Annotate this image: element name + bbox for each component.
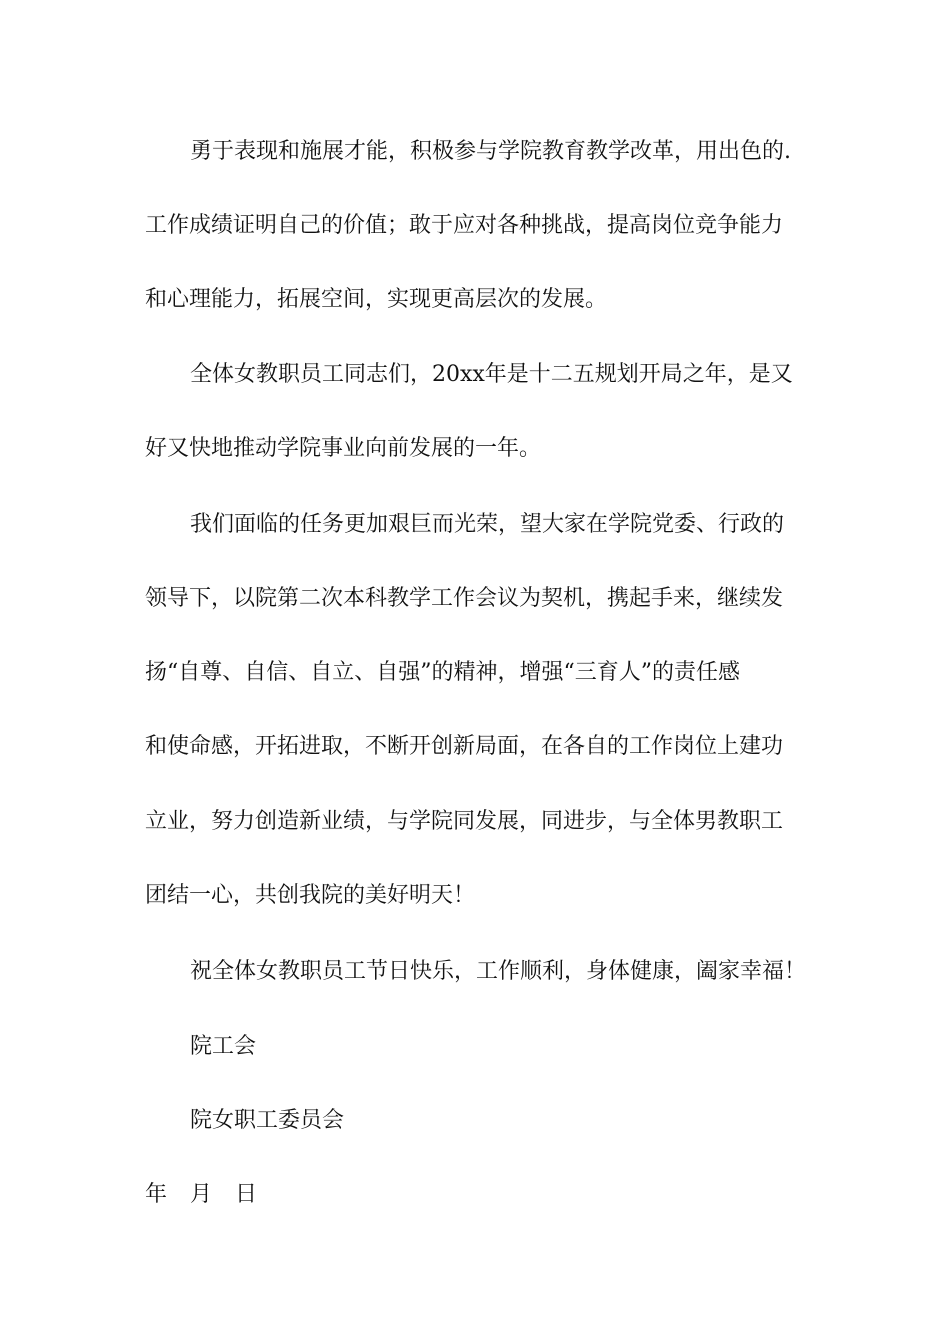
greeting-line: 祝全体女教职员工节日快乐，工作顺利，身体健康，阖家幸福！ xyxy=(190,959,807,984)
paragraph-line: 全体女教职员工同志们，20xx年是十二五规划开局之年，是又 xyxy=(190,362,793,387)
paragraph-line: 立业，努力创造新业绩，与学院同发展，同进步，与全体男教职工 xyxy=(145,809,784,834)
paragraph-line: 团结一心，共创我院的美好明天！ xyxy=(145,883,476,908)
date-month: 月 xyxy=(190,1182,213,1207)
paragraph-line: 工作成绩证明自己的价值；敢于应对各种挑战，提高岗位竞争能力 xyxy=(145,213,784,238)
signature-women-committee: 院女职工委员会 xyxy=(190,1108,345,1133)
date-year: 年 xyxy=(145,1182,168,1207)
date-day: 日 xyxy=(235,1182,258,1207)
paragraph-line: 和使命感，开拓进取，不断开创新局面，在各自的工作岗位上建功 xyxy=(145,734,784,759)
paragraph-line: 好又快地推动学院事业向前发展的一年。 xyxy=(145,436,542,461)
signature-union: 院工会 xyxy=(190,1034,257,1059)
paragraph-line: 扬“自尊、自信、自立、自强”的精神，增强“三育人”的责任感 xyxy=(145,660,740,685)
paragraph-line: 勇于表现和施展才能，积极参与学院教育教学改革，用出色的. xyxy=(190,139,791,164)
paragraph-line: 我们面临的任务更加艰巨而光荣，望大家在学院党委、行政的 xyxy=(190,512,785,537)
paragraph-line: 领导下，以院第二次本科教学工作会议为契机，携起手来，继续发 xyxy=(145,586,784,611)
date-line xyxy=(145,1180,285,1210)
paragraph-line: 和心理能力，拓展空间，实现更高层次的发展。 xyxy=(145,287,608,312)
